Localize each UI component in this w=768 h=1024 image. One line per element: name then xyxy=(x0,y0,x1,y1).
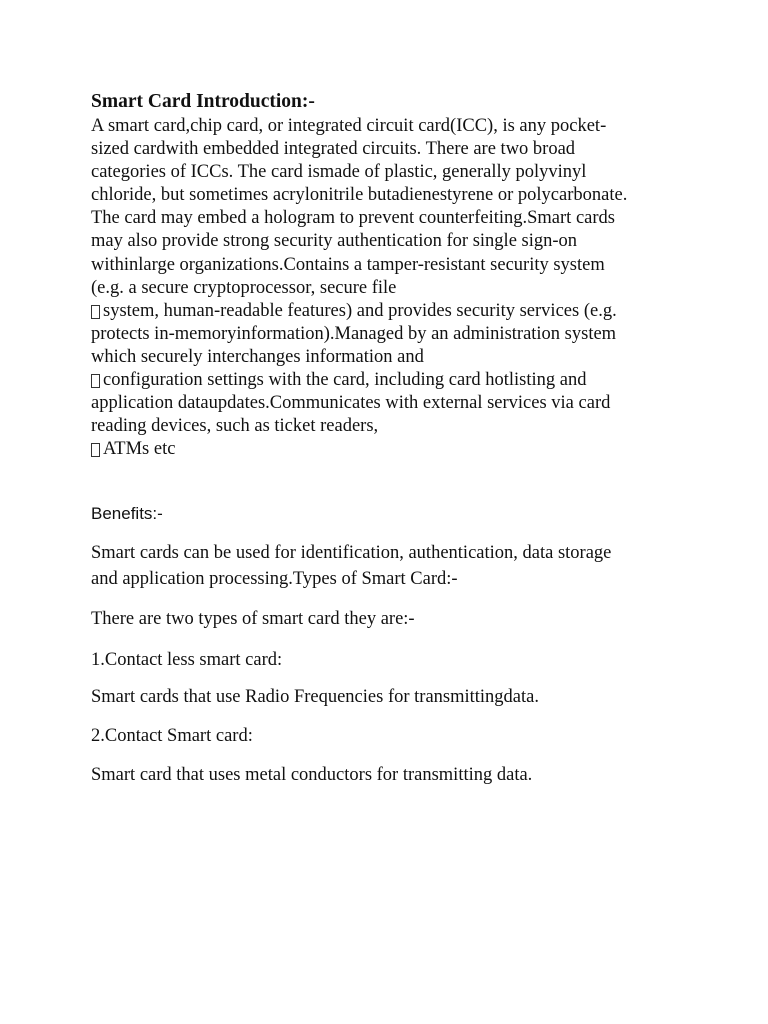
intro-line xyxy=(91,438,731,461)
page-title: Smart Card Introduction:- xyxy=(91,91,315,112)
intro-line xyxy=(91,161,731,184)
bullet-placeholder-icon xyxy=(91,374,100,388)
intro-line xyxy=(91,369,731,392)
type1-description: Smart cards that use Radio Frequencies for transmittingdata. xyxy=(91,687,539,707)
intro-line xyxy=(91,184,731,207)
bullet-placeholder-icon xyxy=(91,443,100,457)
intro-line-text: chloride, but sometimes acrylonitrile butadienestyrene or polycarbonate. xyxy=(91,185,628,206)
intro-line xyxy=(91,254,731,277)
intro-line-text: sized cardwith embedded integrated circuits. There are two broad xyxy=(91,139,576,160)
intro-line-text: reading devices, such as ticket readers, xyxy=(91,416,379,437)
intro-line-text: configuration settings with the card, including card hotlisting and xyxy=(103,370,587,391)
intro-line-text: A smart card,chip card, or integrated circuit card(ICC), is any pocket- xyxy=(91,116,607,136)
type2-description: Smart card that uses metal conductors for transmitting data. xyxy=(91,765,533,785)
benefits-text-line-2: and application processing.Types of Smart Card:- xyxy=(91,569,458,589)
type1-title: 1.Contact less smart card: xyxy=(91,650,283,670)
bullet-placeholder-icon xyxy=(91,305,100,319)
intro-line-text: which securely interchanges information and xyxy=(91,346,424,367)
intro-line xyxy=(91,415,731,438)
benefits-text-line-1: Smart cards can be used for identification, authentication, data storage xyxy=(91,543,612,563)
intro-line-text: may also provide strong security authentication for single sign-on xyxy=(91,231,578,252)
intro-line xyxy=(91,346,731,369)
intro-line-text: system, human-readable features) and provides security services (e.g. xyxy=(103,300,617,321)
intro-line xyxy=(91,115,731,138)
benefits-text xyxy=(91,540,611,592)
intro-line-text: (e.g. a secure cryptoprocessor, secure file xyxy=(91,277,397,298)
intro-line xyxy=(91,230,731,253)
intro-line xyxy=(91,392,731,415)
intro-line xyxy=(91,323,731,346)
intro-line xyxy=(91,300,731,323)
intro-line-text: The card may embed a hologram to prevent counterfeiting.Smart cards xyxy=(91,208,615,229)
intro-line-text: ATMs etc xyxy=(103,439,176,460)
intro-line-text: withinlarge organizations.Contains a tamper-resistant security system xyxy=(91,254,605,275)
intro-line-text: protects in-memoryinformation).Managed by an administration system xyxy=(91,323,617,344)
types-intro: There are two types of smart card they are:- xyxy=(91,609,415,629)
intro-line-text: categories of ICCs. The card ismade of plastic, generally polyvinyl xyxy=(91,162,587,183)
type2-title: 2.Contact Smart card: xyxy=(91,726,253,746)
intro-line xyxy=(91,207,731,230)
intro-line-text: application dataupdates.Communicates with external services via card xyxy=(91,393,611,414)
intro-line xyxy=(91,277,731,300)
intro-line xyxy=(91,138,731,161)
benefits-heading: Benefits:- xyxy=(91,504,163,523)
intro-paragraph xyxy=(91,115,731,461)
